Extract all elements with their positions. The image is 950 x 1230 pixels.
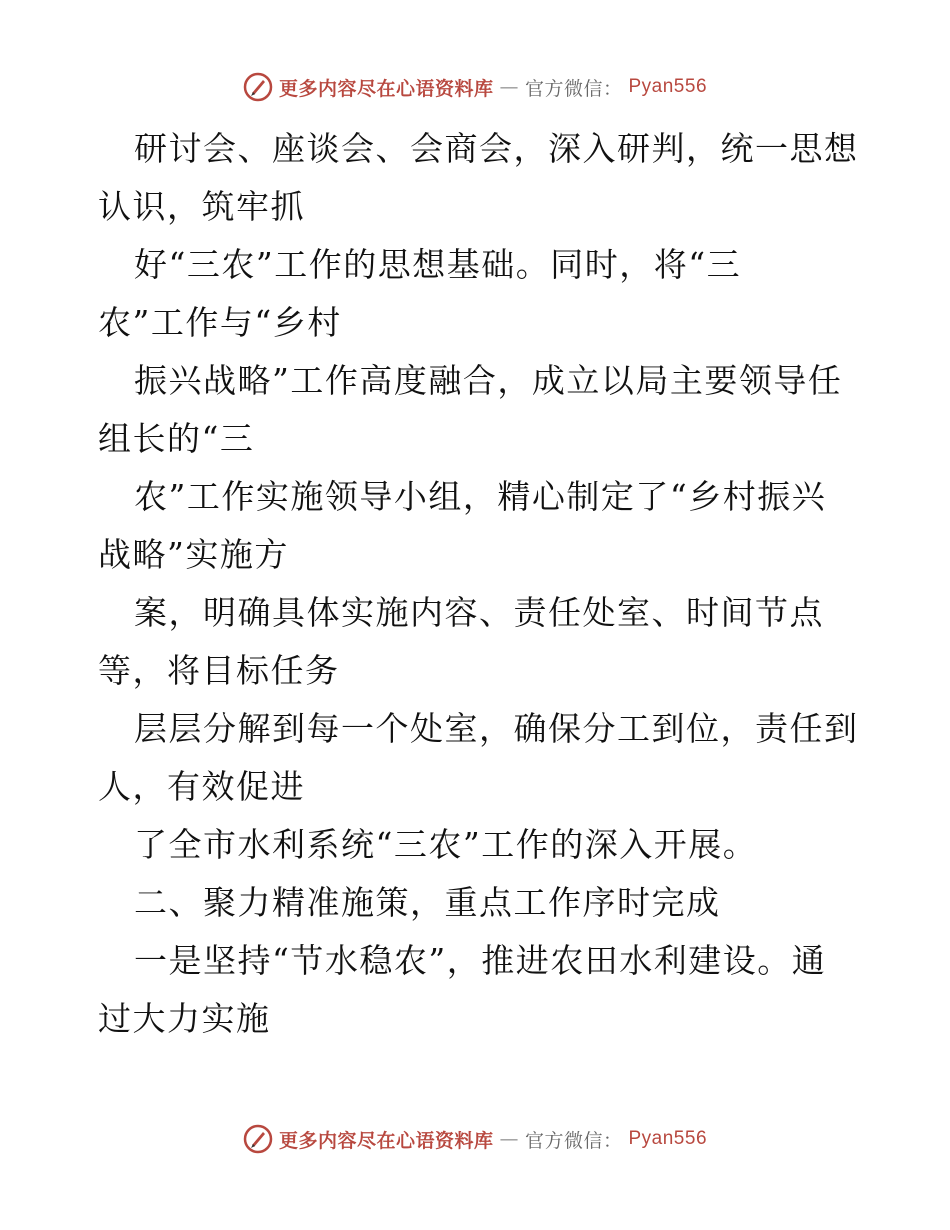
watermark-label: 官方微信： xyxy=(524,1129,623,1152)
text-line: 研讨会、座谈会、会商会，深入研判，统一思想 xyxy=(134,129,859,168)
section-heading: 二、聚力精准施策，重点工作序时完成 xyxy=(134,883,721,922)
document-body xyxy=(98,120,858,1048)
text-line: 等，将目标任务 xyxy=(98,651,340,690)
text-line: 农”工作实施领导小组，精心制定了“乡村振兴 xyxy=(134,477,827,516)
text-line: 好“三农”工作的思想基础。同时，将“三 xyxy=(134,245,742,284)
watermark-dash: — xyxy=(499,1128,519,1150)
watermark-main-text: 更多内容尽在心语资料库 xyxy=(278,1129,494,1152)
text-line: 农”工作与“乡村 xyxy=(98,303,342,342)
text-line: 了全市水利系统“三农”工作的深入开展。 xyxy=(134,825,758,864)
text-line: 振兴战略”工作高度融合，成立以局主要领导任 xyxy=(134,361,843,400)
watermark-main-text: 更多内容尽在心语资料库 xyxy=(278,77,494,100)
watermark-wechat-id: Pyan556 xyxy=(628,76,708,97)
watermark-label: 官方微信： xyxy=(524,77,623,100)
text-line: 战略”实施方 xyxy=(98,535,289,574)
text-line: 层层分解到每一个处室，确保分工到位，责任到 xyxy=(134,709,859,748)
quill-logo-icon xyxy=(243,72,273,102)
text-line: 一是坚持“节水稳农”，推进农田水利建设。通 xyxy=(134,941,827,980)
watermark-wechat-id: Pyan556 xyxy=(628,1128,708,1149)
text-line: 人，有效促进 xyxy=(98,767,305,806)
text-line: 认识，筑牢抓 xyxy=(98,187,305,226)
text-line: 组长的“三 xyxy=(98,419,255,458)
footer-watermark xyxy=(0,1124,950,1154)
text-line: 案，明确具体实施内容、责任处室、时间节点 xyxy=(134,593,824,632)
quill-logo-icon xyxy=(243,1124,273,1154)
watermark-dash: — xyxy=(499,76,519,98)
header-watermark xyxy=(0,72,950,102)
text-line: 过大力实施 xyxy=(98,999,271,1038)
